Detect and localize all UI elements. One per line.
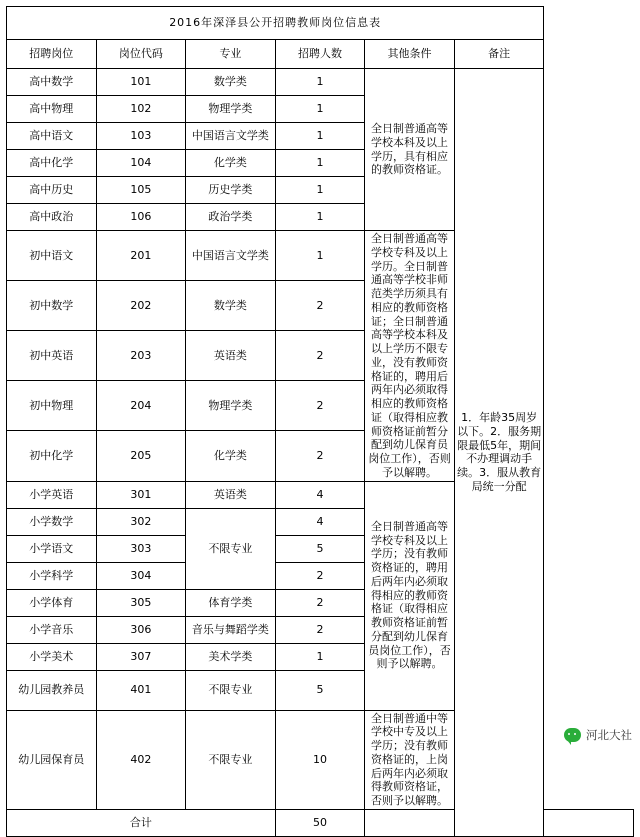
total-value: 50 [275, 809, 365, 836]
cell-position: 幼儿园保育员 [7, 710, 97, 809]
cell-position: 高中物理 [7, 96, 97, 123]
cell-code: 303 [96, 535, 186, 562]
cell-count: 2 [275, 331, 365, 381]
cell-major: 不限专业 [186, 508, 276, 589]
cell-count: 2 [275, 381, 365, 431]
cell-count: 10 [275, 710, 365, 809]
cell-position: 高中语文 [7, 123, 97, 150]
cell-count: 5 [275, 670, 365, 710]
cell-code: 301 [96, 481, 186, 508]
cell-major: 体育学类 [186, 589, 276, 616]
cell-position: 小学语文 [7, 535, 97, 562]
cell-code: 205 [96, 431, 186, 481]
cell-count: 1 [275, 643, 365, 670]
cell-code: 103 [96, 123, 186, 150]
cell-major: 英语类 [186, 481, 276, 508]
cell-position: 小学英语 [7, 481, 97, 508]
cell-position: 高中历史 [7, 177, 97, 204]
cell-count: 5 [275, 535, 365, 562]
cell-code: 304 [96, 562, 186, 589]
cell-major: 美术学类 [186, 643, 276, 670]
cell-code: 203 [96, 331, 186, 381]
cell-major: 政治学类 [186, 204, 276, 231]
column-header-major: 专业 [186, 40, 276, 69]
cell-position: 小学美术 [7, 643, 97, 670]
cell-count: 1 [275, 69, 365, 96]
cell-count: 4 [275, 481, 365, 508]
cell-code: 307 [96, 643, 186, 670]
cell-code: 402 [96, 710, 186, 809]
cell-code: 105 [96, 177, 186, 204]
cell-code: 102 [96, 96, 186, 123]
cell-code: 302 [96, 508, 186, 535]
cell-major: 中国语言文学类 [186, 123, 276, 150]
table-row [7, 69, 634, 96]
cell-count: 1 [275, 123, 365, 150]
cell-position: 小学科学 [7, 562, 97, 589]
cell-count: 1 [275, 96, 365, 123]
cell-code: 201 [96, 231, 186, 281]
cell-major: 历史学类 [186, 177, 276, 204]
column-header-remark: 备注 [454, 40, 544, 69]
cell-code: 204 [96, 381, 186, 431]
column-header-position: 招聘岗位 [7, 40, 97, 69]
cell-count: 1 [275, 204, 365, 231]
total-conditions-empty [365, 809, 455, 836]
cell-code: 104 [96, 150, 186, 177]
table-title-row [7, 7, 634, 40]
cell-major: 数学类 [186, 281, 276, 331]
cell-major: 数学类 [186, 69, 276, 96]
cell-count: 1 [275, 177, 365, 204]
recruitment-table [6, 6, 634, 837]
column-header-conditions: 其他条件 [365, 40, 455, 69]
footer-label: 河北大社 [586, 728, 632, 742]
wechat-icon [564, 728, 581, 742]
cell-count: 2 [275, 562, 365, 589]
cell-major: 物理学类 [186, 96, 276, 123]
cell-conditions-group2: 全日制普通高等学校专科及以上学历。全日制普通高等学校非师范类学历须具有相应的教师资格证；全日制普通高等学校本科及以上学历不限专业，没有教师资格证的，聘用后两年内必须取得相应的教师资格证（取得相应教师资格证前暂分配到幼儿保育员岗位工作），否则予以解聘。 [365, 231, 455, 482]
cell-position: 高中数学 [7, 69, 97, 96]
cell-code: 202 [96, 281, 186, 331]
cell-major: 英语类 [186, 331, 276, 381]
cell-position: 高中化学 [7, 150, 97, 177]
cell-position: 初中英语 [7, 331, 97, 381]
cell-major: 不限专业 [186, 710, 276, 809]
document-page [0, 6, 640, 829]
page-title: 2016年深泽县公开招聘教师岗位信息表 [7, 7, 544, 40]
cell-count: 1 [275, 231, 365, 281]
cell-position: 初中化学 [7, 431, 97, 481]
footer-watermark [564, 727, 632, 743]
cell-position: 小学体育 [7, 589, 97, 616]
cell-count: 4 [275, 508, 365, 535]
cell-conditions-group1: 全日制普通高等学校本科及以上学历，具有相应的教师资格证。 [365, 69, 455, 231]
cell-code: 401 [96, 670, 186, 710]
cell-position: 小学音乐 [7, 616, 97, 643]
cell-position: 小学数学 [7, 508, 97, 535]
column-header-count: 招聘人数 [275, 40, 365, 69]
cell-remark: 1．年龄35周岁以下。2．服务期限最低5年，期间不办理调动手续。3．服从教育局统一分配 [454, 69, 544, 837]
cell-conditions-group3: 全日制普通高等学校专科及以上学历；没有教师资格证的，聘用后两年内必须取得相应的教师资格证（取得相应教师资格证前暂分配到幼儿保育员岗位工作），否则予以解聘。 [365, 481, 455, 710]
cell-position: 初中数学 [7, 281, 97, 331]
cell-count: 2 [275, 431, 365, 481]
cell-code: 106 [96, 204, 186, 231]
cell-major: 不限专业 [186, 670, 276, 710]
total-remark-empty [544, 809, 634, 836]
cell-code: 306 [96, 616, 186, 643]
cell-position: 幼儿园教养员 [7, 670, 97, 710]
cell-position: 高中政治 [7, 204, 97, 231]
cell-count: 2 [275, 281, 365, 331]
cell-conditions-group4: 全日制普通中等学校中专及以上学历；没有教师资格证的，上岗后两年内必须取得教师资格证，否则予以解聘。 [365, 710, 455, 809]
cell-count: 2 [275, 589, 365, 616]
cell-major: 化学类 [186, 431, 276, 481]
cell-position: 初中物理 [7, 381, 97, 431]
cell-position: 初中语文 [7, 231, 97, 281]
cell-major: 化学类 [186, 150, 276, 177]
cell-code: 101 [96, 69, 186, 96]
cell-count: 2 [275, 616, 365, 643]
table-header-row [7, 40, 634, 69]
column-header-code: 岗位代码 [96, 40, 186, 69]
cell-count: 1 [275, 150, 365, 177]
cell-major: 物理学类 [186, 381, 276, 431]
cell-major: 中国语言文学类 [186, 231, 276, 281]
cell-code: 305 [96, 589, 186, 616]
total-label: 合计 [7, 809, 276, 836]
cell-major: 音乐与舞蹈学类 [186, 616, 276, 643]
